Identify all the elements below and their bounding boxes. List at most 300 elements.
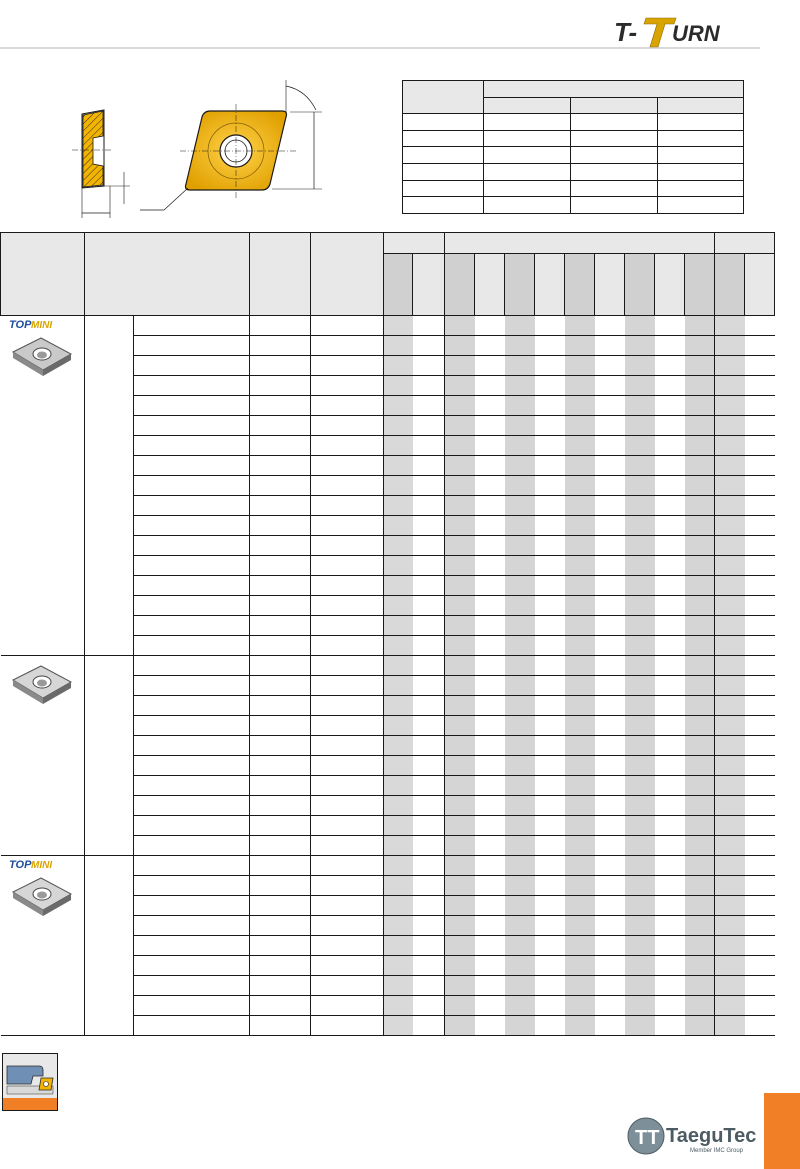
grade-cell: [565, 616, 595, 636]
grade-cell: [595, 996, 625, 1016]
grade-cell: [595, 656, 625, 676]
grade-cell: [384, 736, 413, 756]
grade-cell: [384, 796, 413, 816]
dim-b-cell: [311, 396, 384, 416]
grade-cell: [625, 676, 655, 696]
grade-cell: [413, 716, 445, 736]
grade-cell: [715, 436, 745, 456]
grade-cell: [505, 476, 535, 496]
designation-cell: [134, 656, 250, 676]
grade-cell: [715, 756, 745, 776]
grade-cell: [565, 996, 595, 1016]
grade-cell: [745, 556, 775, 576]
grade-cell: [445, 476, 475, 496]
designation-cell: [134, 856, 250, 876]
grade-cell: [685, 836, 715, 856]
grade-cell: [595, 436, 625, 456]
grade-cell: [685, 436, 715, 456]
grade-cell: [384, 496, 413, 516]
designation-cell: [134, 436, 250, 456]
dim-a-cell: [250, 856, 311, 876]
grade-cell: [685, 356, 715, 376]
dim-subheader: [658, 97, 744, 114]
grade-cell: [685, 956, 715, 976]
insert-photo: [1, 656, 85, 726]
grade-cell: [655, 856, 685, 876]
grade-header: [565, 254, 595, 316]
grade-cell: [475, 976, 505, 996]
grade-cell: [595, 676, 625, 696]
dim-b-cell: [311, 656, 384, 676]
grade-cell: [655, 816, 685, 836]
grade-cell: [445, 316, 475, 336]
grade-cell: [384, 476, 413, 496]
grade-cell: [625, 696, 655, 716]
grade-cell: [595, 796, 625, 816]
grade-cell: [384, 816, 413, 836]
grade-cell: [625, 436, 655, 456]
grade-cell: [505, 336, 535, 356]
dim-a-cell: [250, 616, 311, 636]
dim-row: [403, 163, 744, 180]
grade-cell: [535, 616, 565, 636]
grade-cell: [685, 456, 715, 476]
grade-header: [685, 254, 715, 316]
grade-cell: [475, 356, 505, 376]
grade-cell: [745, 936, 775, 956]
grade-cell: [505, 536, 535, 556]
grade-cell: [505, 776, 535, 796]
designation-cell: [134, 456, 250, 476]
grade-cell: [565, 796, 595, 816]
grade-cell: [413, 496, 445, 516]
grade-cell: [445, 736, 475, 756]
grade-cell: [685, 636, 715, 656]
grade-cell: [655, 376, 685, 396]
grade-cell: [413, 856, 445, 876]
grade-cell: [445, 536, 475, 556]
svg-text:TT: TT: [635, 1127, 660, 1149]
grade-cell: [505, 636, 535, 656]
grade-cell: [413, 796, 445, 816]
grade-header: [413, 254, 445, 316]
grade-cell: [625, 936, 655, 956]
grade-cell: [565, 596, 595, 616]
grade-cell: [745, 716, 775, 736]
grade-cell: [745, 736, 775, 756]
grade-cell: [655, 696, 685, 716]
grade-cell: [595, 496, 625, 516]
grade-cell: [445, 596, 475, 616]
grade-cell: [625, 456, 655, 476]
grade-cell: [475, 996, 505, 1016]
grade-cell: [565, 316, 595, 336]
grade-cell: [625, 336, 655, 356]
grade-cell: [445, 836, 475, 856]
grade-cell: [715, 796, 745, 816]
grade-cell: [565, 956, 595, 976]
taegutec-wordmark: TaeguTec: [666, 1125, 756, 1147]
grade-cell: [505, 456, 535, 476]
grade-cell: [445, 1016, 475, 1036]
dim-b-cell: [311, 896, 384, 916]
grade-cell: [745, 336, 775, 356]
grade-cell: [745, 956, 775, 976]
grade-cell: [505, 556, 535, 576]
dim-a-cell: [250, 636, 311, 656]
grade-cell: [655, 896, 685, 916]
grade-cell: [505, 576, 535, 596]
grade-cell: [655, 916, 685, 936]
grade-cell: [565, 876, 595, 896]
grade-cell: [384, 776, 413, 796]
dim-a-cell: [250, 836, 311, 856]
grade-cell: [685, 476, 715, 496]
grade-cell: [685, 516, 715, 536]
dim-b-cell: [311, 956, 384, 976]
grade-cell: [445, 556, 475, 576]
grade-cell: [685, 656, 715, 676]
grade-cell: [595, 336, 625, 356]
grade-cell: [595, 736, 625, 756]
grade-cell: [745, 396, 775, 416]
grade-cell: [685, 976, 715, 996]
designation-cell: [134, 316, 250, 336]
designation-cell: [134, 596, 250, 616]
dim-b-cell: [311, 376, 384, 396]
grade-cell: [384, 336, 413, 356]
grade-cell: [445, 676, 475, 696]
dim-a-cell: [250, 516, 311, 536]
grade-cell: [715, 596, 745, 616]
grade-cell: [505, 356, 535, 376]
grade-cell: [535, 416, 565, 436]
taegutec-logo: [624, 1110, 756, 1160]
grade-cell: [413, 396, 445, 416]
grade-cell: [565, 536, 595, 556]
grade-cell: [384, 636, 413, 656]
grade-cell: [413, 536, 445, 556]
grade-cell: [655, 616, 685, 636]
grade-cell: [535, 856, 565, 876]
grade-cell: [535, 396, 565, 416]
dim-b-cell: [311, 856, 384, 876]
grade-cell: [384, 556, 413, 576]
grade-cell: [625, 516, 655, 536]
grade-cell: [445, 796, 475, 816]
grade-cell: [745, 316, 775, 336]
grade-cell: [475, 836, 505, 856]
grade-cell: [595, 896, 625, 916]
grade-cell: [655, 876, 685, 896]
dim-b-cell: [311, 696, 384, 716]
grade-cell: [413, 516, 445, 536]
grade-cell: [535, 476, 565, 496]
grade-cell: [565, 396, 595, 416]
grade-cell: [595, 556, 625, 576]
grade-cell: [625, 356, 655, 376]
grade-cell: [655, 736, 685, 756]
grade-cell: [505, 496, 535, 516]
grade-cell: [655, 536, 685, 556]
grade-cell: [384, 756, 413, 776]
grade-cell: [745, 356, 775, 376]
designation-cell: [134, 376, 250, 396]
designation-cell: [134, 356, 250, 376]
grade-cell: [475, 656, 505, 676]
grade-header: [745, 254, 775, 316]
grade-cell: [505, 816, 535, 836]
dim-b-cell: [311, 616, 384, 636]
dim-a-cell: [250, 656, 311, 676]
grade-cell: [413, 976, 445, 996]
dim-b-cell: [311, 876, 384, 896]
insert-grade-table: [0, 232, 775, 1036]
grade-cell: [384, 456, 413, 476]
grade-cell: [715, 876, 745, 896]
grade-cell: [565, 376, 595, 396]
designation-cell: [134, 736, 250, 756]
grade-cell: [505, 376, 535, 396]
designation-cell: [134, 776, 250, 796]
grade-cell: [445, 376, 475, 396]
grade-cell: [715, 636, 745, 656]
grade-cell: [715, 316, 745, 336]
grade-cell: [715, 836, 745, 856]
grade-cell: [565, 716, 595, 736]
grade-cell: [715, 356, 745, 376]
grade-cell: [475, 456, 505, 476]
dim-a-cell: [250, 896, 311, 916]
grade-cell: [535, 816, 565, 836]
designation-cell: [134, 836, 250, 856]
dim-subheader: [484, 97, 571, 114]
grade-cell: [413, 636, 445, 656]
grade-cell: [413, 936, 445, 956]
grade-cell: [625, 376, 655, 396]
grade-cell: [715, 776, 745, 796]
grade-cell: [413, 456, 445, 476]
grade-cell: [475, 416, 505, 436]
grade-cell: [655, 996, 685, 1016]
grade-cell: [505, 676, 535, 696]
grade-cell: [445, 576, 475, 596]
grade-cell: [565, 836, 595, 856]
insert-photo: [1, 856, 85, 926]
grade-cell: [505, 976, 535, 996]
dim-row: [403, 147, 744, 164]
dim-a-cell: [250, 676, 311, 696]
grade-cell: [505, 756, 535, 776]
grade-cell: [535, 356, 565, 376]
grade-header: [595, 254, 625, 316]
dim-a-cell: [250, 576, 311, 596]
grade-cell: [535, 956, 565, 976]
grade-cell: [565, 576, 595, 596]
grade-cell: [413, 816, 445, 836]
grade-cell: [625, 316, 655, 336]
grade-cell: [384, 396, 413, 416]
grade-header: [475, 254, 505, 316]
dim-a-cell: [250, 376, 311, 396]
grade-cell: [715, 616, 745, 636]
grade-cell: [505, 416, 535, 436]
grade-cell: [685, 996, 715, 1016]
grade-cell: [475, 736, 505, 756]
grade-cell: [625, 416, 655, 436]
grade-cell: [445, 716, 475, 736]
grade-cell: [445, 856, 475, 876]
grade-cell: [565, 776, 595, 796]
grade-cell: [505, 896, 535, 916]
grade-cell: [715, 496, 745, 516]
designation-cell: [134, 396, 250, 416]
dim-row: [403, 197, 744, 214]
grade-cell: [625, 816, 655, 836]
designation-cell: [134, 796, 250, 816]
grade-cell: [595, 856, 625, 876]
grade-cell: [565, 656, 595, 676]
grade-cell: [625, 916, 655, 936]
grade-cell: [505, 876, 535, 896]
grade-cell: [413, 656, 445, 676]
grade-cell: [413, 416, 445, 436]
grade-header: [655, 254, 685, 316]
grade-cell: [505, 936, 535, 956]
dim-b-cell: [311, 816, 384, 836]
designation-cell: [134, 916, 250, 936]
table-row: [1, 856, 775, 876]
grade-cell: [565, 416, 595, 436]
grade-header: [384, 254, 413, 316]
grade-cell: [475, 636, 505, 656]
grade-cell: [655, 336, 685, 356]
grade-cell: [685, 776, 715, 796]
grade-cell: [445, 896, 475, 916]
grade-cell: [475, 876, 505, 896]
table-row: [1, 656, 775, 676]
grade-cell: [565, 556, 595, 576]
grade-cell: [475, 896, 505, 916]
grade-cell: [745, 436, 775, 456]
designation-cell: [134, 576, 250, 596]
dim-a-cell: [250, 936, 311, 956]
grade-cell: [685, 676, 715, 696]
grade-cell: [595, 696, 625, 716]
grade-cell: [384, 416, 413, 436]
grade-cell: [535, 936, 565, 956]
dim-a-cell: [250, 696, 311, 716]
grade-cell: [505, 836, 535, 856]
grade-cell: [475, 696, 505, 716]
grade-cell: [685, 696, 715, 716]
grade-cell: [685, 756, 715, 776]
dim-a-cell: [250, 736, 311, 756]
grade-cell: [625, 996, 655, 1016]
grade-cell: [565, 436, 595, 456]
grade-cell: [745, 376, 775, 396]
grade-cell: [745, 836, 775, 856]
insert-photo: [1, 316, 85, 386]
grade-cell: [715, 956, 745, 976]
grade-cell: [745, 656, 775, 676]
grade-cell: [535, 336, 565, 356]
grade-cell: [384, 436, 413, 456]
grade-cell: [565, 1016, 595, 1036]
dim-a-cell: [250, 596, 311, 616]
grade-cell: [475, 336, 505, 356]
grade-cell: [535, 316, 565, 336]
dim-header-designation: [403, 81, 484, 114]
dim-b-cell: [311, 476, 384, 496]
grade-cell: [445, 616, 475, 636]
dim-b-cell: [311, 736, 384, 756]
grade-cell: [745, 896, 775, 916]
grade-cell: [685, 376, 715, 396]
grade-cell: [625, 616, 655, 636]
grade-cell: [745, 856, 775, 876]
grade-cell: [745, 976, 775, 996]
grade-cell: [625, 716, 655, 736]
grade-cell: [715, 936, 745, 956]
grade-cell: [413, 996, 445, 1016]
grade-cell: [384, 616, 413, 636]
grade-cell: [535, 456, 565, 476]
grade-cell: [655, 776, 685, 796]
grade-cell: [413, 576, 445, 596]
grade-cell: [685, 316, 715, 336]
insert-photo-cell: [1, 656, 85, 856]
grade-cell: [745, 636, 775, 656]
grade-cell: [745, 496, 775, 516]
grade-cell: [655, 476, 685, 496]
grade-cell: [745, 756, 775, 776]
dim-a-cell: [250, 916, 311, 936]
grade-cell: [625, 556, 655, 576]
grade-cell: [565, 336, 595, 356]
grade-cell: [445, 436, 475, 456]
grade-cell: [475, 956, 505, 976]
grade-cell: [475, 616, 505, 636]
grade-cell: [685, 716, 715, 736]
grade-cell: [413, 916, 445, 936]
dim-a-cell: [250, 816, 311, 836]
grade-cell: [413, 316, 445, 336]
grade-cell: [445, 356, 475, 376]
dim-row: [403, 114, 744, 131]
grade-cell: [535, 1016, 565, 1036]
dim-a-cell: [250, 876, 311, 896]
designation-cell: [134, 536, 250, 556]
grade-cell: [625, 596, 655, 616]
grade-cell: [685, 396, 715, 416]
dim-b-cell: [311, 496, 384, 516]
dim-b-cell: [311, 676, 384, 696]
grade-cell: [384, 536, 413, 556]
grade-cell: [565, 816, 595, 836]
dim-a-cell: [250, 996, 311, 1016]
col-header-group-3: [715, 233, 775, 254]
dim-a-cell: [250, 956, 311, 976]
grade-cell: [685, 916, 715, 936]
grade-cell: [595, 636, 625, 656]
grade-cell: [445, 996, 475, 1016]
grade-cell: [595, 576, 625, 596]
page-edge-tab: [764, 1093, 800, 1169]
designation-cell: [134, 336, 250, 356]
grade-cell: [685, 576, 715, 596]
grade-cell: [565, 976, 595, 996]
